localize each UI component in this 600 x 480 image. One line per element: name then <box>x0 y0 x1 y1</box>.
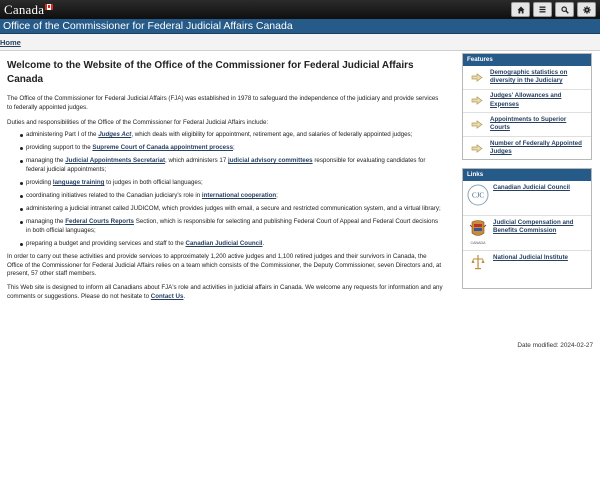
international-cooperation-link[interactable]: international cooperation <box>201 192 277 200</box>
duties-list <box>20 131 443 248</box>
search-button[interactable] <box>555 2 574 17</box>
canada-flag-icon <box>45 4 53 10</box>
feature-arrow-icon <box>463 73 490 82</box>
duty-text: administering Part I of the <box>26 131 99 139</box>
search-icon <box>561 6 569 14</box>
page-title: Welcome to the Website of the Office of the Commissioner for Federal Judicial Affairs Canada <box>7 60 414 85</box>
site-title-bar <box>0 19 600 34</box>
duty-text: managing the <box>26 157 66 165</box>
feature-link[interactable]: Number of Federally Appointed Judges <box>490 139 582 156</box>
features-heading: Features <box>463 54 591 66</box>
menu-icon <box>539 6 546 13</box>
duty-text: , which administers 17 <box>165 157 228 165</box>
links-link[interactable]: Judicial Compensation and Benefits Commission <box>493 219 574 235</box>
date-modified: Date modified: 2024-02-27 <box>517 342 593 349</box>
contact-paragraph <box>7 284 443 302</box>
link-item[interactable] <box>463 251 591 286</box>
feature-item[interactable] <box>463 137 591 161</box>
links-panel <box>462 168 592 289</box>
gear-icon <box>583 6 591 14</box>
link-item[interactable] <box>463 181 591 216</box>
services-paragraph: In order to carry out these activities and provide services to approximately 1,200 active judges and 1,100 retired judges and their survivors in Canada, the Office of the Commissioner for Federal Judicial Affairs relies on a team which consists of the Commissioner, the Deputy Commissioner, seven Directors and, at present, 57 other staff members. <box>7 252 442 278</box>
main-content <box>7 59 443 307</box>
nji-logo-icon <box>463 254 493 270</box>
feature-link[interactable]: Appointments to Superior Courts <box>490 115 567 132</box>
contact-us-link[interactable]: Contact Us <box>150 293 184 301</box>
toolbar-buttons <box>511 2 596 17</box>
contact-text: This Web site is designed to inform all Canadians about FJA's role and activities in judicial affairs in Canada. We welcome any requests for information and any comments or suggestions. Please do not hesitate to <box>7 284 443 301</box>
coat-of-arms-text: CANADA <box>470 241 486 245</box>
feature-arrow-icon <box>463 120 490 129</box>
scc-appointment-link[interactable]: Supreme Court of Canada appointment process <box>92 144 234 152</box>
cjc-link[interactable]: Canadian Judicial Council <box>185 239 263 247</box>
list-item <box>20 240 443 249</box>
wordmark-text: Canada <box>4 2 45 17</box>
cjc-logo-text: CJC <box>471 191 485 200</box>
duty-text: ; <box>276 192 278 200</box>
duties-lead: Duties and responsibilities of the Office of the Commissioner for Federal Judicial Affairs include: <box>7 118 269 126</box>
list-item <box>20 192 443 201</box>
list-item <box>20 218 443 236</box>
language-training-link[interactable]: language training <box>52 179 105 187</box>
feature-item[interactable] <box>463 113 591 137</box>
jas-link[interactable]: Judicial Appointments Secretariat <box>65 157 166 165</box>
list-item <box>20 157 443 175</box>
list-item <box>20 205 443 214</box>
advisory-committees-link[interactable]: judicial advisory committees <box>227 157 313 165</box>
settings-button[interactable] <box>577 2 596 17</box>
links-heading: Links <box>463 169 591 181</box>
feature-link[interactable]: Demographic statistics on diversity in the Judiciary <box>490 68 568 85</box>
feature-arrow-icon <box>463 96 490 105</box>
list-item <box>20 131 443 140</box>
feature-item[interactable] <box>463 90 591 114</box>
cjc-logo-icon <box>463 184 493 206</box>
coat-of-arms-icon <box>463 219 493 247</box>
federal-courts-reports-link[interactable]: Federal Courts Reports <box>65 218 134 226</box>
duty-text: , which deals with eligibility for appointment, retirement age, and salaries of federally appointed judges; <box>131 131 413 139</box>
list-item <box>20 144 443 153</box>
duty-text: responsible for evaluating candidates for federal judicial appointments; <box>26 157 426 174</box>
contact-text: . <box>183 293 186 301</box>
canada-wordmark[interactable] <box>4 1 53 18</box>
links-link[interactable]: Canadian Judicial Council <box>493 184 571 191</box>
menu-button[interactable] <box>533 2 552 17</box>
intro-paragraph: The Office of the Commissioner for Federal Judicial Affairs (FJA) was established in 1978 to safeguard the independence of the judiciary and provide services to federally appointed judges. <box>7 95 439 111</box>
top-bar <box>0 0 600 19</box>
duty-text: Section, which is responsible for selecting and publishing Federal Court of Appeal and Federal Court decisions in both official languages; <box>26 218 439 234</box>
duty-text: managing the <box>26 218 66 226</box>
duty-text: coordinating initiatives related to the Canadian judiciary's role in <box>26 192 202 200</box>
duty-text: providing support to the <box>26 144 93 152</box>
duty-text: to judges in both official languages; <box>104 179 203 187</box>
duty-text: ; <box>233 144 235 152</box>
home-button[interactable] <box>511 2 530 17</box>
breadcrumb <box>0 34 600 51</box>
link-item[interactable] <box>463 216 591 251</box>
features-panel <box>462 53 592 160</box>
site-title[interactable]: Office of the Commissioner for Federal Judicial Affairs Canada <box>3 20 293 32</box>
duty-text: providing <box>26 179 53 187</box>
feature-link[interactable]: Judges' Allowances and Expenses <box>490 92 562 108</box>
feature-arrow-icon <box>463 144 490 153</box>
home-icon <box>517 6 525 14</box>
links-link[interactable]: National Judicial Institute <box>493 254 568 261</box>
judges-act-link[interactable]: Judges Act <box>98 131 132 139</box>
breadcrumb-home-link[interactable]: Home <box>0 38 21 47</box>
feature-item[interactable] <box>463 66 591 90</box>
duty-text: preparing a budget and providing services and staff to the <box>26 239 186 247</box>
list-item <box>20 179 443 188</box>
duty-text: . <box>262 239 265 247</box>
duty-text: administering a judicial intranet called JUDICOM, which provides judges with email, a secure and restricted communication system, and a virtual library; <box>26 205 441 213</box>
